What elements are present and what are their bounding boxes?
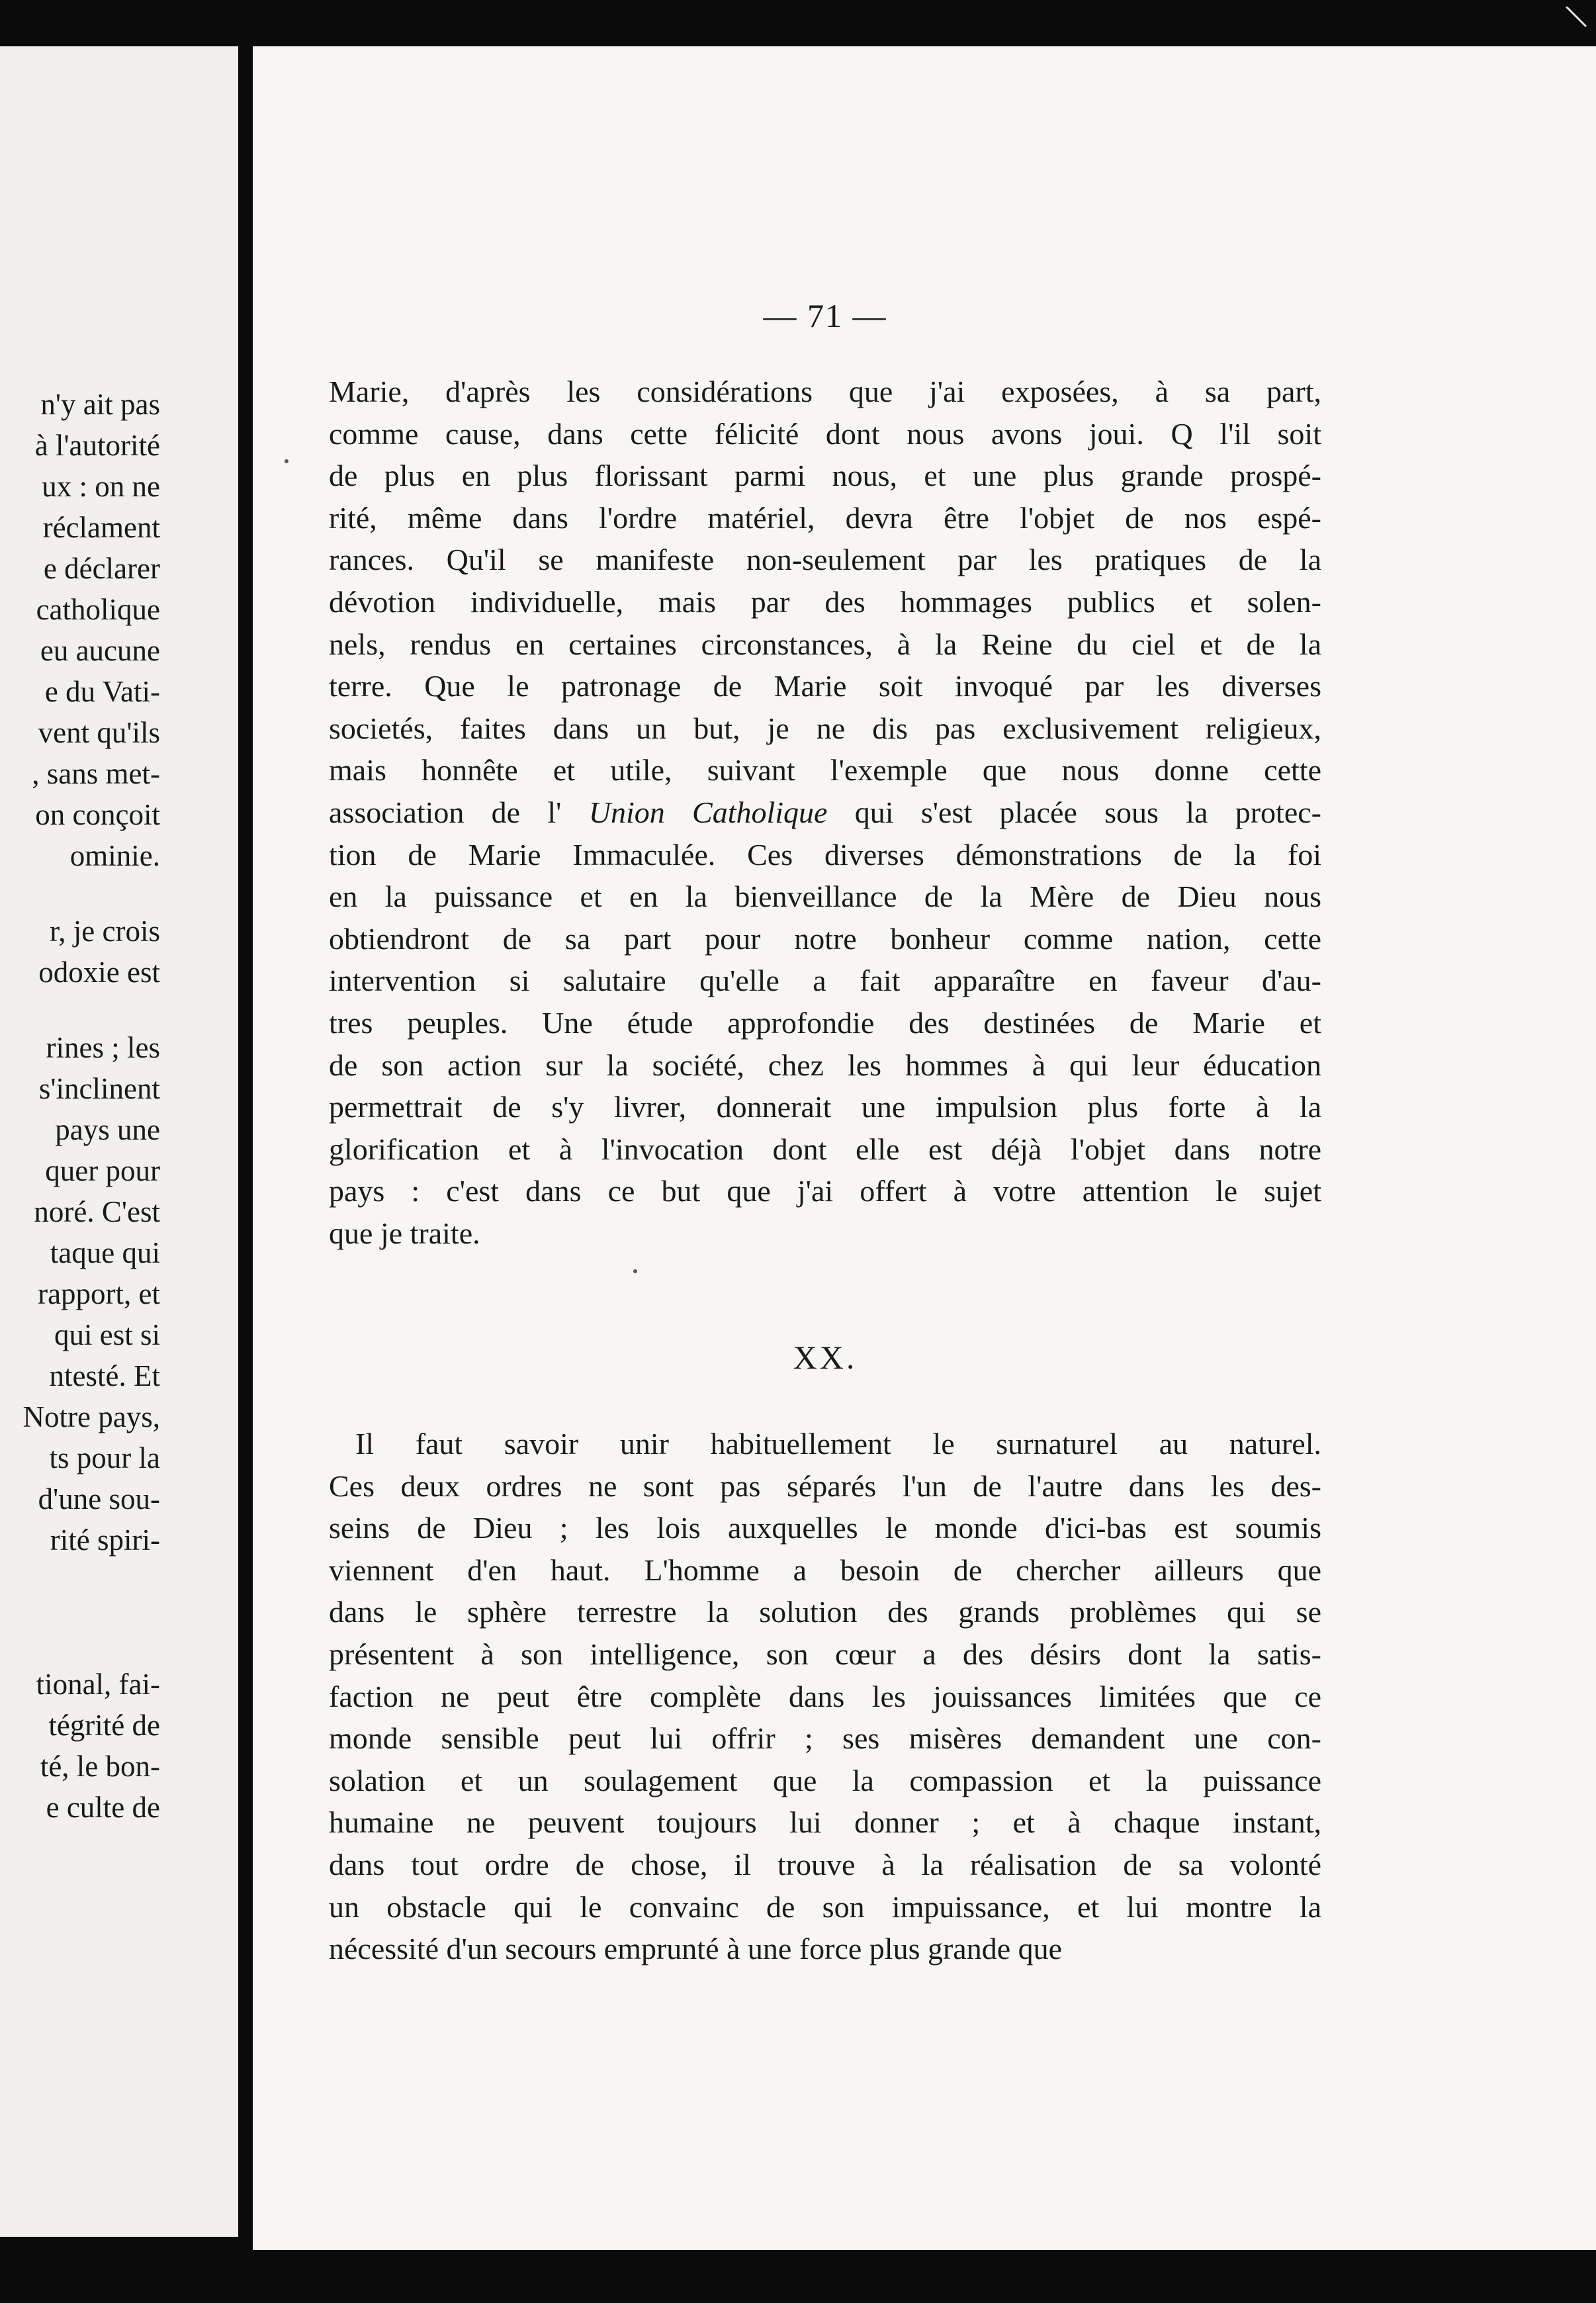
left-text-line: té, le bon- <box>40 1750 160 1783</box>
text-line: nels, rendus en certaines circonstances, à la Reine du ciel et de la <box>329 627 1321 661</box>
left-text-line: taque qui <box>50 1236 160 1269</box>
left-text-line: pays une <box>55 1113 160 1146</box>
left-text-line: Notre pays, <box>22 1400 160 1433</box>
left-page-fragment <box>0 46 238 2237</box>
left-text-line: e culte de <box>46 1791 160 1824</box>
ink-speck <box>285 459 288 463</box>
text-line: de son action sur la société, chez les hommes à qui leur éducation <box>329 1048 1321 1082</box>
paragraph-1 <box>329 371 1321 1254</box>
left-text-line: n'y ait pas <box>40 388 160 421</box>
text-line: viennent d'en haut. L'homme a besoin de chercher ailleurs que <box>329 1553 1321 1587</box>
blank-line <box>0 1560 160 1595</box>
scan-corner-mark <box>1563 7 1589 33</box>
left-text-line: d'une sou- <box>38 1482 160 1515</box>
text-line: un obstacle qui le convainc de son impuissance, et lui montre la <box>329 1889 1321 1924</box>
text-line: comme cause, dans cette félicité dont nous avons joui. Q l'il soit <box>329 416 1321 451</box>
left-text-line: quer pour <box>45 1154 160 1187</box>
left-text-line: vent qu'ils <box>38 716 160 749</box>
left-text-line: eu aucune <box>40 634 160 667</box>
text-line: en la puissance et en la bienveillance de la Mère de Dieu nous <box>329 880 1321 914</box>
text-line: rances. Qu'il se manifeste non-seulement par les pratiques de la <box>329 543 1321 577</box>
left-text-line: qui est si <box>54 1318 160 1351</box>
text-line: intervention si salutaire qu'elle a fait apparaître en faveur d'au- <box>329 964 1321 998</box>
text-line: humaine ne peuvent toujours lui donner ; et à chaque instant, <box>329 1805 1321 1840</box>
text-line: societés, faites dans un but, je ne dis pas exclusivement religieux, <box>329 711 1321 745</box>
left-text-line: rité spiri- <box>50 1523 160 1557</box>
text-line: dans le sphère terrestre la solution des grands problèmes qui se <box>329 1595 1321 1629</box>
right-page <box>253 46 1596 2250</box>
left-text-line: ntesté. Et <box>49 1359 160 1392</box>
text-line: dévotion individuelle, mais par des hommages publics et solen- <box>329 584 1321 619</box>
text-line: solation et un soulagement que la compassion et la puissance <box>329 1763 1321 1797</box>
text-line: monde sensible peut lui offrir ; ses misères demandent une con- <box>329 1721 1321 1756</box>
left-text-line: odoxie est <box>38 956 160 989</box>
text-line: présentent à son intelligence, son cœur a des désirs dont la satis- <box>329 1637 1321 1671</box>
text-line: Ces deux ordres ne sont pas séparés l'un de l'autre dans les des- <box>329 1468 1321 1503</box>
left-text-line: tional, fai- <box>36 1668 160 1701</box>
text-line: mais honnête et utile, suivant l'exemple que nous donne cette <box>329 753 1321 788</box>
left-text-line: e du Vati- <box>44 675 160 708</box>
left-text-line: e déclarer <box>43 552 160 585</box>
paragraph-2 <box>329 1423 1321 1970</box>
text-line: de plus en plus florissant parmi nous, et une plus grande prospé- <box>329 459 1321 493</box>
left-text-line: rapport, et <box>38 1277 160 1310</box>
left-text-line: noré. C'est <box>34 1195 160 1228</box>
left-text-line: réclament <box>42 511 160 544</box>
text-line: faction ne peut être complète dans les jouissances limitées que ce <box>329 1679 1321 1713</box>
section-heading: XX. <box>793 1339 858 1376</box>
left-text-line: catholique <box>36 593 160 626</box>
blank-line <box>0 993 160 1027</box>
text-line: glorification et à l'invocation dont elle est déjà l'objet dans notre <box>329 1132 1321 1166</box>
blank-line <box>0 1629 160 1664</box>
left-text-line: r, je crois <box>50 915 160 948</box>
text-line: pays : c'est dans ce but que j'ai offert à votre attention le sujet <box>329 1174 1321 1208</box>
text-line: dans tout ordre de chose, il trouve à la réalisation de sa volonté <box>329 1847 1321 1881</box>
text-line: terre. Que le patronage de Marie soit invoqué par les diverses <box>329 669 1321 703</box>
left-text-line: ominie. <box>69 839 160 872</box>
left-text-line: on conçoit <box>35 798 160 831</box>
text-line: que je traite. <box>329 1216 480 1250</box>
text-line: tres peuples. Une étude approfondie des destinées de Marie et <box>329 1005 1321 1040</box>
left-text-line: tégrité de <box>48 1709 160 1742</box>
page-number: — 71 — <box>763 297 887 334</box>
left-text-line: ts pour la <box>49 1441 160 1474</box>
text-line: obtiendront de sa part pour notre bonheur comme nation, cette <box>329 921 1321 956</box>
text-line: seins de Dieu ; les lois auxquelles le monde d'ici-bas est soumis <box>329 1511 1321 1545</box>
left-text-line: rines ; les <box>46 1031 160 1064</box>
left-text-line: ux : on ne <box>42 470 160 503</box>
text-line: association de l' Union Catholique qui s'est placée sous la protec- <box>329 795 1321 829</box>
left-text-line: à l'autorité <box>34 429 160 462</box>
text-line: Marie, d'après les considérations que j'ai exposées, à sa part, <box>329 375 1321 408</box>
ink-speck <box>633 1269 637 1273</box>
text-line: permettrait de s'y livrer, donnerait une impulsion plus forte à la <box>329 1090 1321 1124</box>
text-line: nécessité d'un secours emprunté à une force plus grande que <box>329 1932 1063 1966</box>
blank-line <box>0 876 160 911</box>
text-line: tion de Marie Immaculée. Ces diverses démonstrations de la foi <box>329 837 1321 872</box>
blank-line <box>0 1595 160 1629</box>
left-text-line: , sans met- <box>32 757 160 790</box>
text-line: rité, même dans l'ordre matériel, devra être l'objet de nos espé- <box>329 500 1321 535</box>
left-page-text <box>0 384 160 1828</box>
left-text-line: s'inclinent <box>38 1072 160 1105</box>
text-line: Il faut savoir unir habituellement le surnaturel au naturel. <box>355 1427 1321 1461</box>
